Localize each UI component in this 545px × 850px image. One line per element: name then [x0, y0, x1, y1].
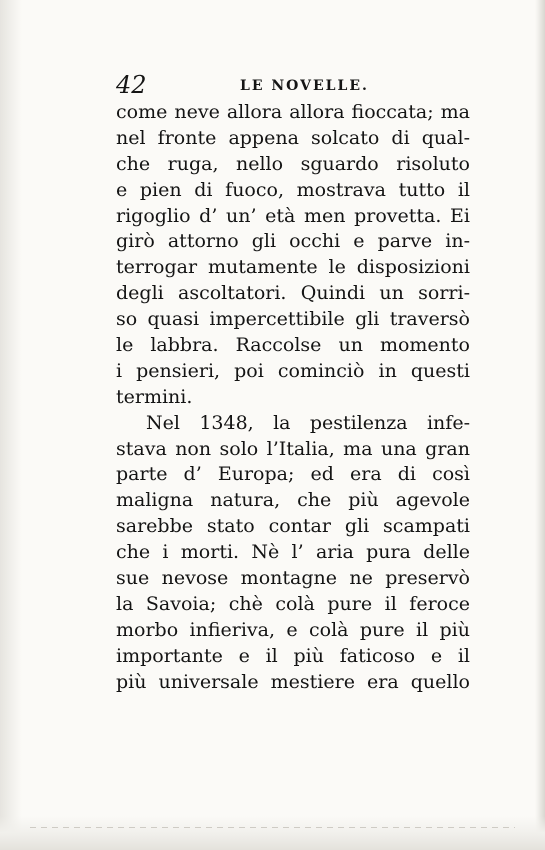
text-line: stava non solo l’Italia, ma una gran: [116, 437, 470, 460]
text-line: la Savoia; chè colà pure il feroce: [116, 592, 470, 615]
text-line: rigoglio d’ un’ età men provetta. Ei: [116, 204, 470, 227]
text-line: come neve allora allora fioccata; ma: [116, 101, 470, 123]
text-line: terrogar mutamente le disposizioni: [116, 256, 470, 279]
page-bottom-edge-shadow: [0, 816, 545, 850]
text-line: maligna natura, che più agevole: [116, 489, 470, 512]
text-line: che i morti. Nè l’ aria pura delle: [116, 541, 470, 564]
running-head: LE NOVELLE.: [240, 78, 369, 94]
text-line: parte d’ Europa; ed era di così: [116, 463, 470, 486]
page-fold-mark: [30, 827, 515, 828]
page-header: [116, 70, 466, 100]
page-number: 42: [116, 71, 147, 99]
text-line: morbo infieriva, e colà pure il più: [116, 618, 470, 641]
text-line: le labbra. Raccolse un momento: [116, 334, 470, 357]
body-text: [116, 100, 470, 695]
page-right-edge-shadow: [535, 0, 545, 850]
text-line: sarebbe stato contar gli scampati: [116, 515, 470, 538]
page-left-edge-shadow: [0, 0, 22, 850]
text-line: più universale mestiere era quello: [116, 670, 470, 693]
text-line: che ruga, nello sguardo risoluto: [116, 152, 470, 175]
text-line: i pensieri, poi cominciò in questi: [116, 359, 470, 382]
text-line: girò attorno gli occhi e parve in-: [116, 230, 470, 253]
paragraph-start-line: Nel 1348, la pestilenza infe-: [146, 411, 470, 434]
text-line: degli ascoltatori. Quindi un sorri-: [116, 282, 470, 305]
text-line: e pien di fuoco, mostrava tutto il: [116, 178, 470, 201]
text-line: so quasi impercettibile gli traversò: [116, 308, 470, 331]
paragraph-end-line: termini.: [116, 385, 193, 408]
text-line: importante e il più faticoso e il: [116, 644, 470, 667]
text-line: nel fronte appena solcato di qual-: [116, 126, 470, 149]
text-line: sue nevose montagne ne preservò: [116, 567, 470, 590]
